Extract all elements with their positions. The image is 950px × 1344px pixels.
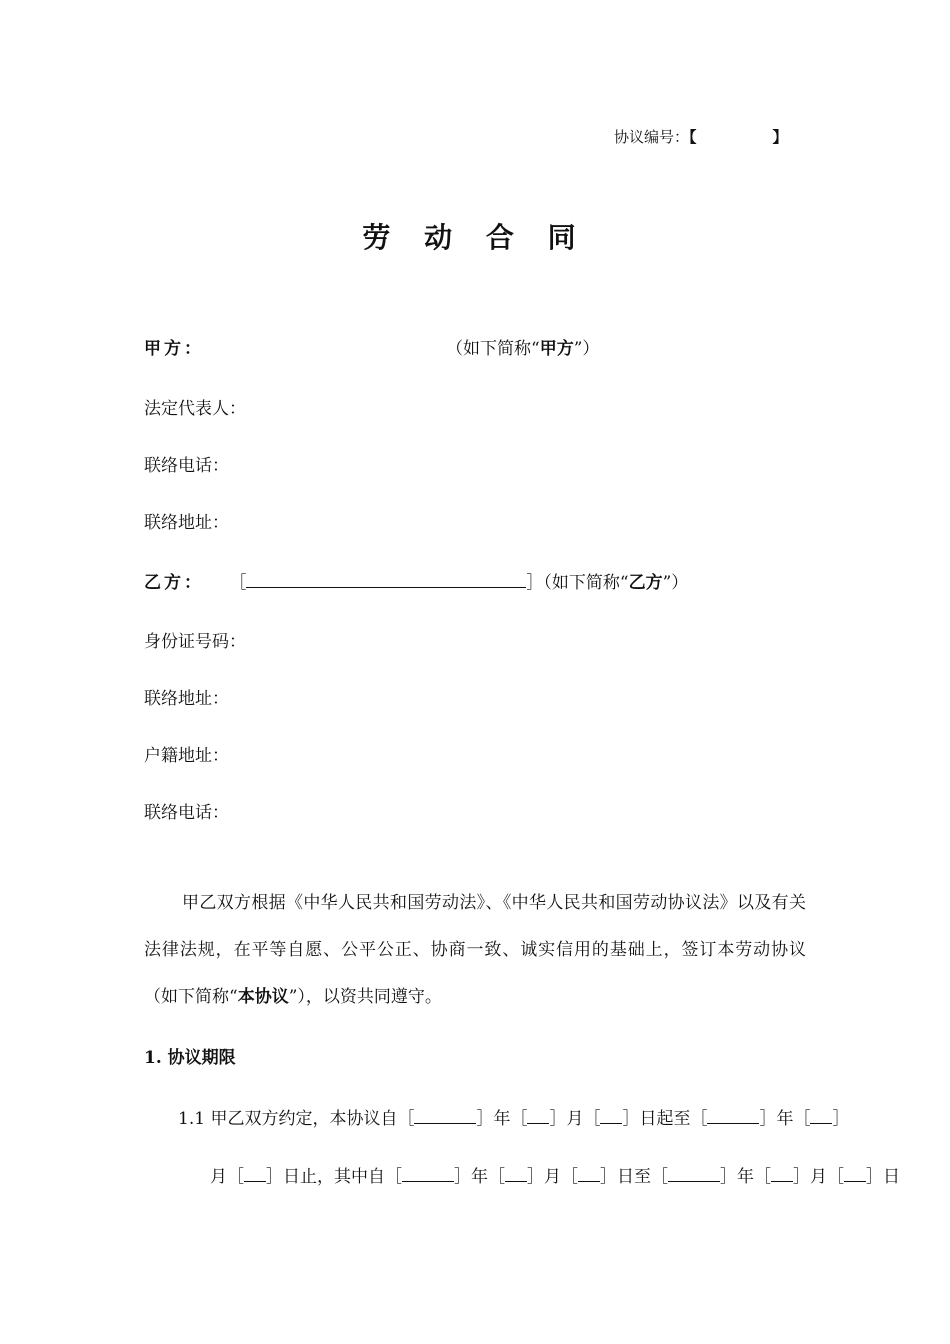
party-b-phone: 联络电话： [144, 803, 229, 823]
party-a-address: 联络地址： [144, 513, 229, 533]
day-blank[interactable] [844, 1167, 866, 1182]
clause-text: ］月［ [793, 1167, 844, 1187]
party-b-alias-suffix: ”） [662, 573, 689, 593]
year-blank[interactable] [402, 1167, 454, 1182]
party-a-alias-name: 甲方 [539, 339, 574, 359]
clause-text: ］日至［ [600, 1167, 668, 1187]
preamble-bold-term: 本协议 [237, 987, 289, 1007]
clause-text: 月［ [210, 1167, 244, 1187]
bracket-close: 】 [772, 128, 788, 146]
party-a-alias-suffix: ”） [573, 339, 600, 359]
clause-text: ］月［ [527, 1167, 578, 1187]
party-a-label: 甲方： [144, 339, 204, 359]
party-b-alias-name: 乙方 [628, 573, 663, 593]
bracket-open: 【 [689, 128, 697, 146]
agreement-number [614, 126, 788, 147]
party-b-address: 联络地址： [144, 689, 229, 709]
clause-text: ］年［ [759, 1109, 811, 1129]
year-blank[interactable] [414, 1109, 476, 1124]
clause-text: 1.1 甲乙双方约定，本协议自［ [178, 1109, 415, 1129]
party-b-name-blank[interactable] [246, 572, 526, 588]
party-b-household-address: 户籍地址： [144, 746, 229, 766]
year-blank[interactable] [668, 1167, 720, 1182]
clause-text: ］年［ [454, 1167, 505, 1187]
document-title: 劳 动 合 同 [362, 221, 588, 254]
preamble-text-end: ”），以资共同遵守。 [288, 987, 442, 1007]
day-blank[interactable] [244, 1167, 266, 1182]
clause-text: ］月［ [549, 1109, 601, 1129]
party-b-alias-prefix: （如下简称“ [543, 573, 629, 593]
party-a-alias-prefix: （如下简称“ [446, 339, 540, 359]
party-b-line [144, 568, 688, 593]
clause-text: ］日止，其中自［ [266, 1167, 402, 1187]
month-blank[interactable] [527, 1109, 549, 1124]
preamble-text: 甲乙双方根据《中华人民共和国劳动法》、《中华人民共和国劳动协议法》以及有关法律法规，在平等自愿、公平公正、协商一致、诚实信用的基础上，签订本劳动协议（如下简称“ [144, 893, 806, 1007]
agreement-number-label: 协议编号： [614, 128, 690, 146]
day-blank[interactable] [600, 1109, 622, 1124]
clause-1-1-line-1 [178, 1104, 849, 1129]
party-a-alias [446, 334, 599, 359]
year-blank[interactable] [707, 1109, 759, 1124]
clause-text: ］日起至［ [622, 1109, 708, 1129]
party-b-label: 乙方： [144, 573, 204, 593]
clause-text: ］年［ [720, 1167, 771, 1187]
party-a-phone: 联络电话： [144, 456, 229, 476]
party-b-bracket-open: ［ [229, 573, 247, 593]
day-blank[interactable] [578, 1167, 600, 1182]
month-blank[interactable] [810, 1109, 832, 1124]
clause-text: ］ [832, 1109, 850, 1129]
clause-1-1-line-2 [210, 1162, 900, 1187]
party-b-bracket-close: ］ [526, 573, 544, 593]
preamble-paragraph [144, 880, 806, 1021]
section-1-heading: 1. 协议期限 [144, 1048, 236, 1068]
month-blank[interactable] [505, 1167, 527, 1182]
clause-text: ］年［ [476, 1109, 528, 1129]
month-blank[interactable] [771, 1167, 793, 1182]
party-a-legal-rep: 法定代表人： [144, 399, 246, 419]
clause-text: ］日 [866, 1167, 900, 1187]
party-b-id-number: 身份证号码： [144, 632, 246, 652]
